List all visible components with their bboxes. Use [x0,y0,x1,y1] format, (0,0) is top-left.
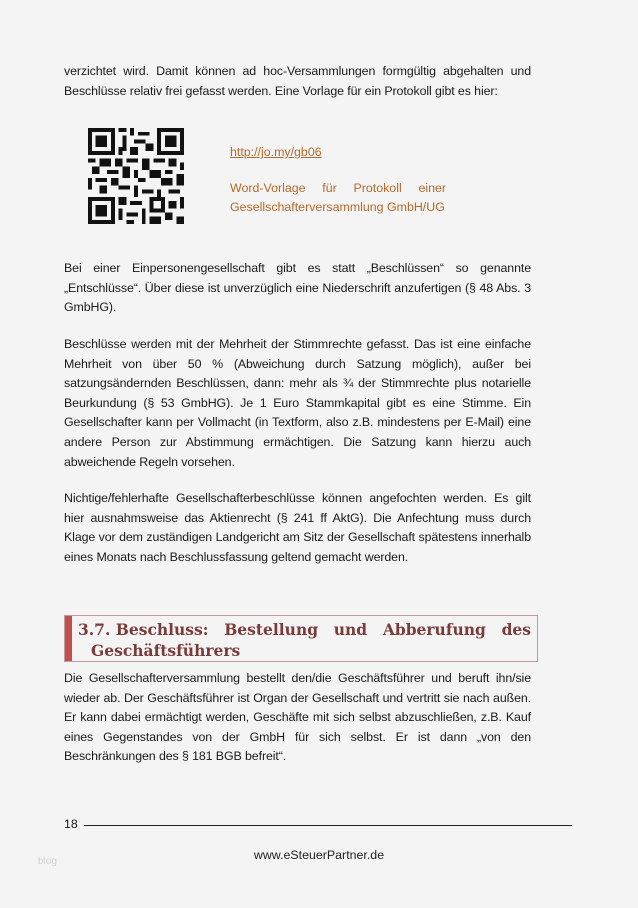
page-number: 18 [64,817,78,831]
protocol-template-description: Word-Vorlage für Protokoll einer Gesellschafterversammlung GmbH/UG [230,180,446,215]
heading-accent-bar [65,616,72,661]
heading-word: und [333,620,368,639]
heading-word: Bestellung [224,620,319,639]
qr-code-icon [88,128,184,224]
watermark: blog [38,856,57,867]
paragraph-anfechtung: Nichtige/fehlerhafte Gesellschafterbeschlüsse können angefochten werden. Es gilt hier ausnahmsweise das Aktienrecht (§ 241 ff AktG). Die Anfechtung muss durch Klage vor dem zuständigen Landgericht am Sitz der Gesellschaft spätestens innerhalb eines Monats nach Beschlussfassung geltend gemacht werden. [64,491,531,564]
qr-link-block [230,143,446,218]
paragraph-geschaeftsfuehrer: Die Gesellschafterversammlung bestellt den/die Geschäftsführer und beruft ihn/sie wieder ab. Der Geschäftsführer ist Organ der Gesellschaft und vertritt sie nach außen. Er kann dabei ermächtigt werden, Geschäfte mit sich selbst abzuschließen, z.B. Kauf eines Gegenstandes von der GmbH für sich selbst. Er ist dann „von den Beschränkungen des § 181 BGB befreit“. [64,671,531,764]
heading-word: 3.7. Beschluss: [78,620,209,639]
footer-divider [84,825,572,826]
heading-word: des [501,620,531,639]
heading-word: Abberufung [382,620,486,639]
protocol-template-link[interactable]: http://jo.my/gb06 [230,145,322,159]
section-heading-3-7 [64,615,538,662]
heading-line-2: Geschäftsführers [91,641,241,660]
paragraph-mehrheit: Beschlüsse werden mit der Mehrheit der Stimmrechte gefasst. Das ist eine einfache Mehrheit von über 50 % (Abweichung durch Satzung möglich), außer bei satzungsändernden Beschlüssen, dann: mehr als ¾ der Stimmrechte plus notarielle Beurkundung (§ 53 GmbHG). Je 1 Euro Stammkapital gibt es eine Stimme. Ein Gesellschafter kann per Vollmacht (in Textform, also z.B. mindestens per E-Mail) eine andere Person zur Abstimmung ermächtigen. Die Satzung kann hierzu auch abweichende Regeln vorsehen. [64,337,531,469]
paragraph-einpersonengesellschaft: Bei einer Einpersonengesellschaft gibt es statt „Beschlüssen“ so genannte „Entschlüsse“. Über diese ist unverzüglich eine Niederschrift anzufertigen (§ 48 Abs. 3 GmbHG). [64,261,531,315]
paragraph-intro: verzichtet wird. Damit können ad hoc-Versammlungen formgültig abgehalten und Beschlüsse relativ frei gefasst werden. Eine Vorlage für ein Protokoll gibt es hier: [64,64,531,98]
footer-url: www.eSteuerPartner.de [253,848,385,862]
